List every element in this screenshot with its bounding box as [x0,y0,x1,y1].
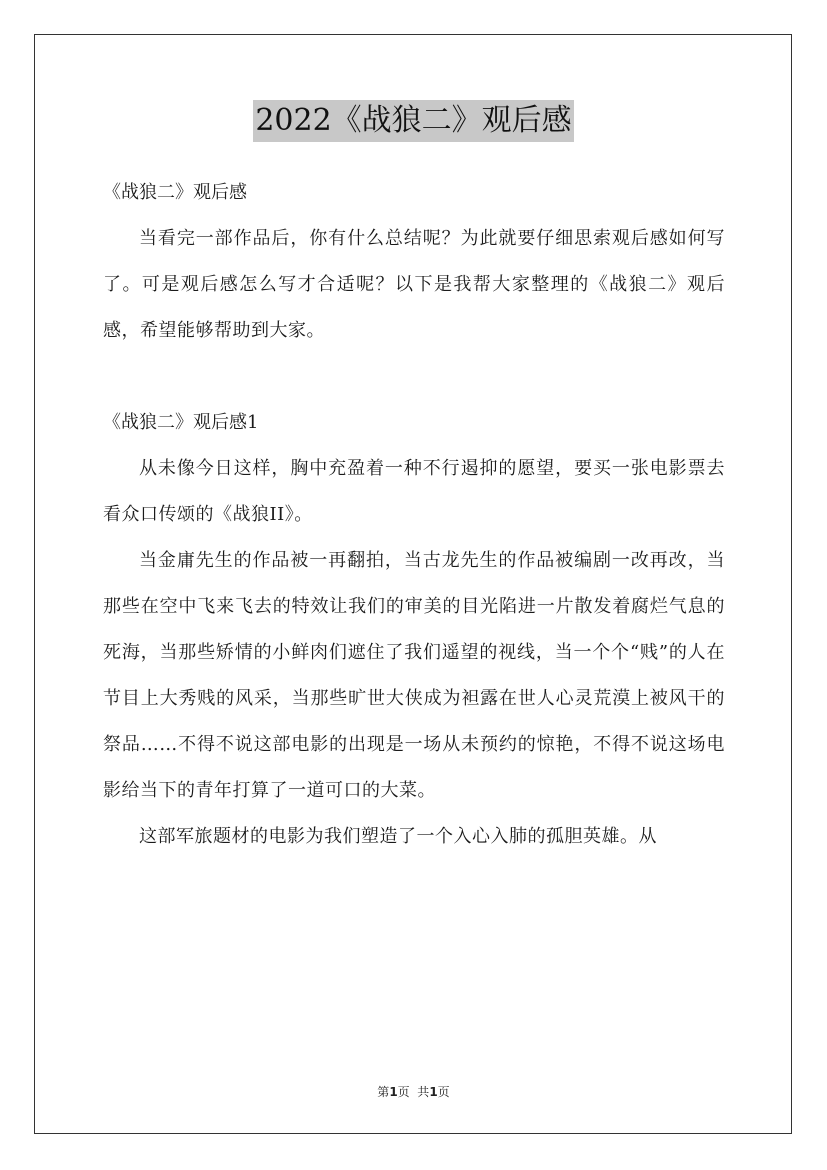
document-body [103,170,725,860]
document-subtitle: 《战狼二》观后感 [103,182,247,203]
section-heading: 《战狼二》观后感1 [103,412,259,433]
document-title-text: 2022《战狼二》观后感 [253,100,573,142]
footer-page-total: 1 [429,1085,438,1099]
intro-paragraph: 当看完一部作品后，你有什么总结呢？为此就要仔细思索观后感如何写了。可是观后感怎么写才合适呢？以下是我帮大家整理的《战狼二》观后感，希望能够帮助到大家。 [103,228,725,341]
footer-page-current: 1 [389,1085,398,1099]
footer-page-suffix: 页 [437,1085,450,1099]
blank-line [103,354,725,400]
body-paragraph-1: 从未像今日这样，胸中充盈着一种不行遏抑的愿望，要买一张电影票去看众口传颂的《战狼II》。 [103,458,725,525]
footer-page-prefix: 第 [377,1085,390,1099]
body-paragraph-2: 当金庸先生的作品被一再翻拍，当古龙先生的作品被编剧一改再改，当那些在空中飞来飞去的特效让我们的审美的目光陷进一片散发着腐烂气息的死海，当那些矫情的小鲜肉们遮住了我们遥望的视线，当一个个“贱”的人在节目上大秀贱的风采，当那些旷世大侠成为袒露在世人心灵荒漠上被风干的祭品……不得不说这部电影的出现是一场从未预约的惊艳，不得不说这场电影给当下的青年打算了一道可口的大菜。 [103,550,725,801]
body-paragraph-3: 这部军旅题材的电影为我们塑造了一个入心入肺的孤胆英雄。从 [139,826,657,847]
footer-page-mid: 页 共 [397,1085,430,1099]
page-footer [0,1083,827,1100]
document-title [0,100,827,142]
